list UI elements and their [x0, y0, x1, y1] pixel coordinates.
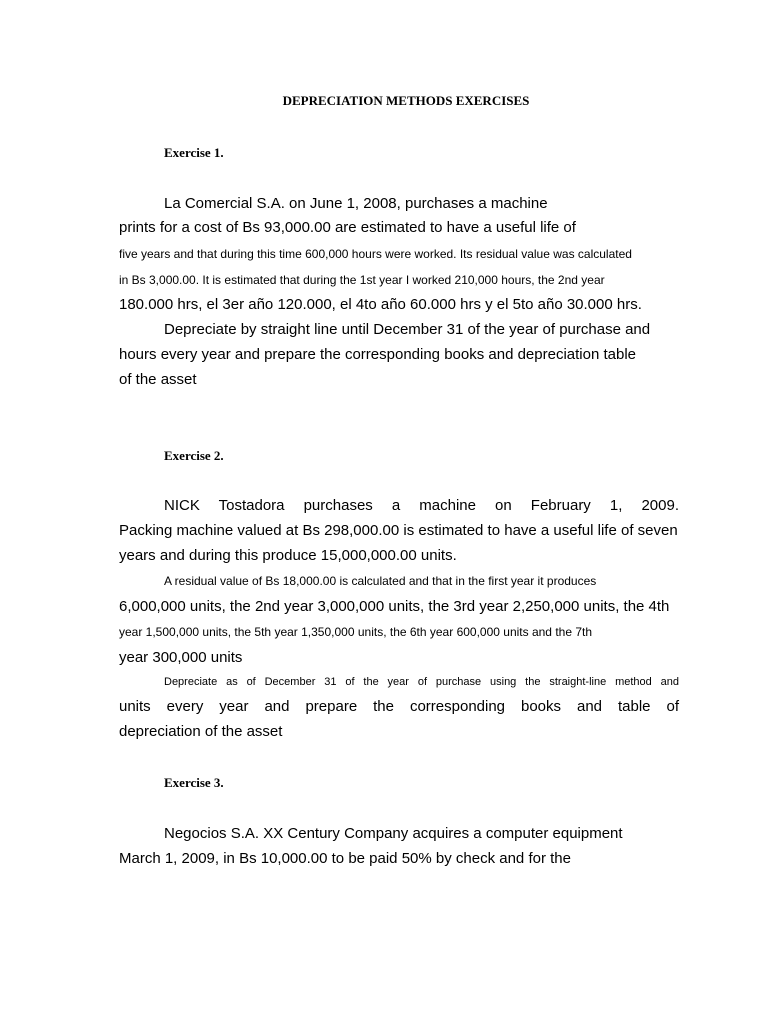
exercise-1-line: of the asset: [119, 371, 197, 388]
exercise-2-line: units every year and prepare the corresponding books and table of: [119, 698, 679, 715]
document-title: DEPRECIATION METHODS EXERCISES: [282, 93, 530, 108]
exercise-1-heading: Exercise 1.: [164, 145, 224, 160]
exercise-3-line: Negocios S.A. XX Century Company acquires a computer equipment: [164, 825, 623, 842]
exercise-1-line: in Bs 3,000.00. It is estimated that during the 1st year I worked 210,000 hours, the 2nd year: [119, 273, 605, 287]
exercise-2-line: year 300,000 units: [119, 649, 243, 666]
exercise-1-line: 180.000 hrs, el 3er año 120.000, el 4to año 60.000 hrs y el 5to año 30.000 hrs.: [119, 296, 642, 313]
exercise-2-line: Depreciate as of December 31 of the year of purchase using the straight-line method and: [164, 676, 679, 688]
exercise-2-line: A residual value of Bs 18,000.00 is calculated and that in the first year it produces: [164, 574, 597, 588]
exercise-2-line: Packing machine valued at Bs 298,000.00 is estimated to have a useful life of seven: [119, 522, 678, 539]
exercise-1-line: five years and that during this time 600,000 hours were worked. Its residual value was calculated: [119, 247, 632, 261]
exercise-2-line: years and during this produce 15,000,000.00 units.: [119, 547, 457, 564]
exercise-2-line: year 1,500,000 units, the 5th year 1,350,000 units, the 6th year 600,000 units and the 7th: [119, 625, 593, 639]
exercise-1-line: Depreciate by straight line until December 31 of the year of purchase and: [164, 321, 651, 338]
exercise-1-line: hours every year and prepare the corresponding books and depreciation table: [119, 346, 637, 363]
exercise-1-line: prints for a cost of Bs 93,000.00 are estimated to have a useful life of: [119, 219, 576, 236]
exercise-3-line: March 1, 2009, in Bs 10,000.00 to be paid 50% by check and for the: [119, 850, 571, 867]
exercise-2-line: 6,000,000 units, the 2nd year 3,000,000 units, the 3rd year 2,250,000 units, the 4th: [119, 598, 670, 615]
exercise-2-line: depreciation of the asset: [119, 723, 283, 740]
exercise-2-heading: Exercise 2.: [164, 448, 224, 463]
exercise-2-line: NICK Tostadora purchases a machine on February 1, 2009.: [164, 497, 679, 514]
exercise-1-line: La Comercial S.A. on June 1, 2008, purchases a machine: [164, 195, 548, 212]
exercise-3-heading: Exercise 3.: [164, 775, 224, 790]
